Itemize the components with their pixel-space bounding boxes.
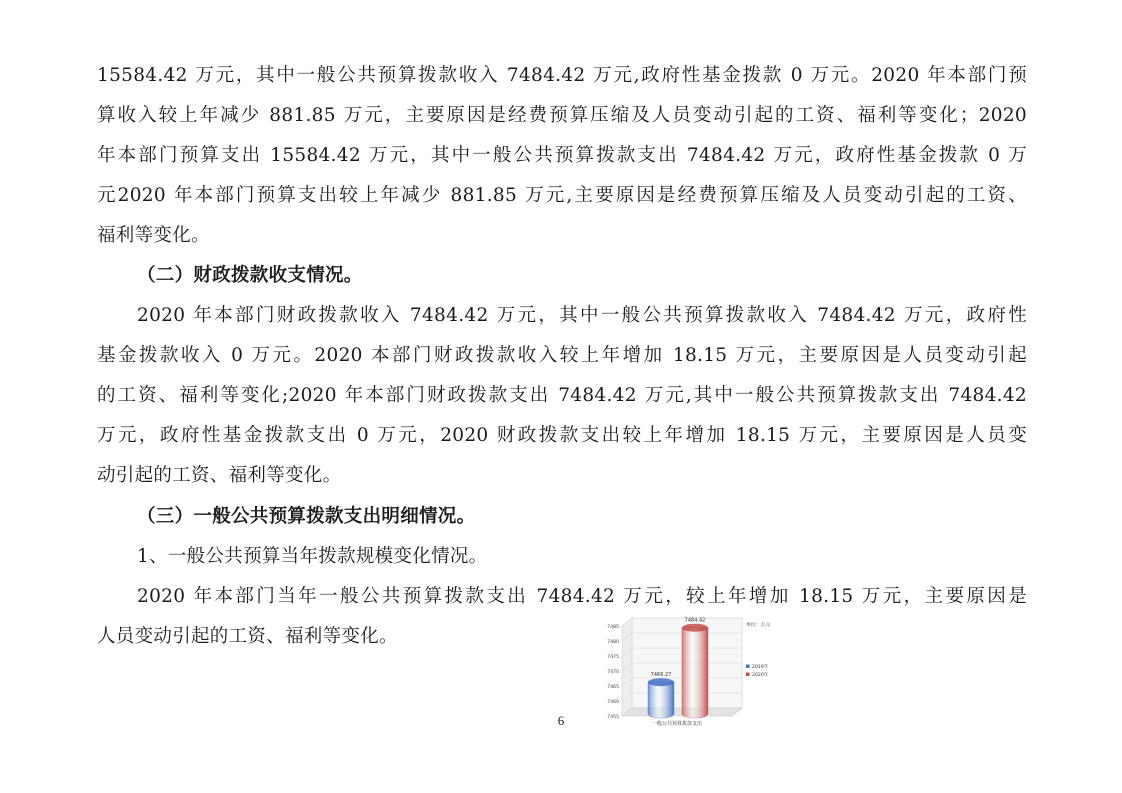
section-heading-fiscal-appropriation: （二）财政拨款收支情况。 <box>137 265 363 286</box>
chart-legend-swatch <box>746 665 750 669</box>
chart-legend-label: 2020年 <box>752 673 769 678</box>
chart-data-label: 7484.42 <box>684 617 706 624</box>
paragraph1-line3: 年本部门预算支出 15584.42 万元，其中一般公共预算拨款支出 7484.42 万元，政府性基金拨款 0 万 <box>97 145 1027 166</box>
chart-y-tick-label: 7480 <box>607 640 619 645</box>
paragraph1-line1: 15584.42 万元，其中一般公共预算拨款收入 7484.42 万元,政府性基金拨款 0 万元。2020 年本部门预 <box>97 65 1027 86</box>
chart-bar-2020年 <box>682 628 708 718</box>
chart-unit-label: 单位：万元 <box>746 623 770 628</box>
chart-legend-swatch <box>746 673 750 677</box>
chart-y-tick-label: 7475 <box>607 655 619 660</box>
paragraph2-line3: 的工资、福利等变化;2020 年本部门财政拨款支出 7484.42 万元,其中一般公共预算拨款支出 7484.42 <box>97 385 1027 406</box>
paragraph1-line5: 福利等变化。 <box>97 225 210 246</box>
section-heading-general-budget-detail: （三）一般公共预算拨款支出明细情况。 <box>137 506 476 527</box>
chart-data-label: 7466.27 <box>650 672 672 679</box>
chart-legend-label: 2019年 <box>752 665 769 670</box>
chart-y-tick-label: 7465 <box>607 685 619 690</box>
chart-category-label: 一般公共预算拨款支出 <box>651 721 703 727</box>
page-number: 6 <box>557 713 565 728</box>
paragraph1-line2: 算收入较上年减少 881.85 万元，主要原因是经费预算压缩及人员变动引起的工资、福利等变化；2020 <box>97 105 1027 126</box>
chart-bar-top-2020年 <box>682 624 708 632</box>
paragraph3-line2: 人员变动引起的工资、福利等变化。 <box>97 626 398 647</box>
paragraph2-line2: 基金拨款收入 0 万元。2020 本部门财政拨款收入较上年增加 18.15 万元，主要原因是人员变动引起 <box>97 345 1027 366</box>
chart-y-tick-label: 7460 <box>607 700 619 705</box>
paragraph2-line5: 动引起的工资、福利等变化。 <box>97 465 342 486</box>
paragraph3-line1: 2020 年本部门当年一般公共预算拨款支出 7484.42 万元，较上年增加 18.15 万元，主要原因是 <box>137 586 1027 607</box>
chart-y-tick-label: 7455 <box>607 715 619 720</box>
subheading-scale-change: 1、一般公共预算当年拨款规模变化情况。 <box>137 546 488 567</box>
chart-y-tick-label: 7470 <box>607 670 619 675</box>
chart-y-tick-label: 7485 <box>607 625 619 630</box>
paragraph2-line4: 万元，政府性基金拨款支出 0 万元，2020 财政拨款支出较上年增加 18.15 万元，主要原因是人员变 <box>97 425 1027 446</box>
chart-bar-top-2019年 <box>648 678 674 686</box>
paragraph2-line1: 2020 年本部门财政拨款收入 7484.42 万元，其中一般公共预算拨款收入 7484.42 万元，政府性 <box>137 305 1027 326</box>
paragraph1-line4: 元2020 年本部门预算支出较上年减少 881.85 万元,主要原因是经费预算压缩及人员变动引起的工资、 <box>97 185 1027 206</box>
